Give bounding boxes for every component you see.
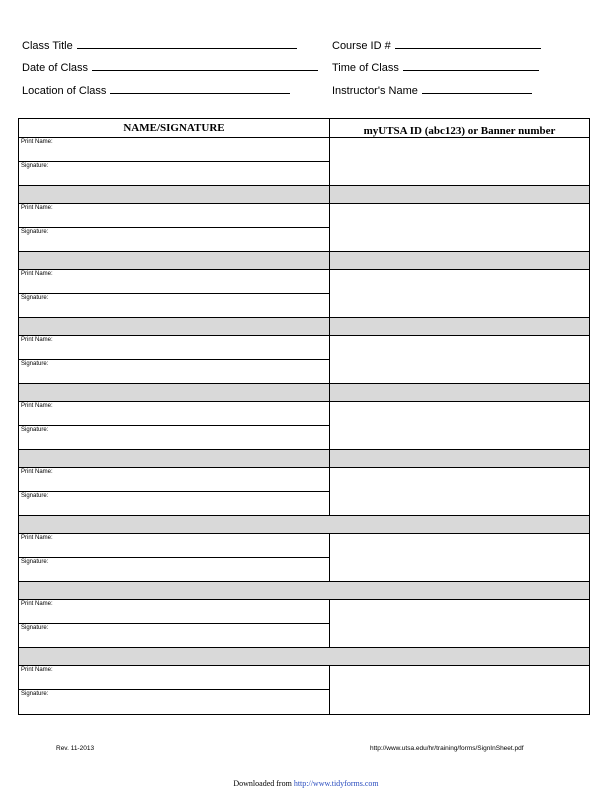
row-separator — [19, 384, 589, 402]
table-row — [19, 204, 589, 252]
row-separator — [19, 582, 589, 600]
signature-label: Signature: — [21, 162, 49, 169]
print-name-field[interactable] — [19, 336, 329, 360]
location-of-class-line[interactable] — [110, 82, 290, 94]
name-signature-cell — [19, 204, 330, 251]
signature-field[interactable] — [19, 426, 329, 449]
signature-label: Signature: — [21, 360, 49, 367]
table-row — [19, 468, 589, 516]
utsa-id-field[interactable] — [330, 534, 589, 581]
signature-field[interactable] — [19, 690, 329, 714]
date-of-class-field[interactable] — [22, 59, 318, 75]
signature-field[interactable] — [19, 558, 329, 581]
print-name-label: Print Name: — [21, 601, 53, 607]
signature-field[interactable] — [19, 162, 329, 185]
name-signature-cell — [19, 468, 330, 515]
table-row — [19, 666, 589, 714]
print-name-field[interactable] — [19, 534, 329, 558]
print-name-field[interactable] — [19, 600, 329, 624]
downloaded-prefix: Downloaded from — [233, 779, 292, 788]
utsa-id-field[interactable] — [330, 666, 589, 714]
utsa-id-field[interactable] — [330, 468, 589, 515]
row-separator — [19, 648, 589, 666]
name-signature-cell — [19, 600, 330, 647]
print-name-label: Print Name: — [21, 271, 53, 277]
table-row — [19, 600, 589, 648]
instructors-name-field[interactable] — [332, 82, 532, 98]
date-of-class-label: Date of Class — [22, 62, 89, 74]
name-signature-cell — [19, 666, 330, 714]
sign-in-table — [18, 118, 590, 715]
signature-field[interactable] — [19, 294, 329, 317]
col-utsa-id: myUTSA ID (abc123) or Banner number — [363, 125, 556, 137]
instructors-name-line[interactable] — [422, 82, 532, 94]
col-name-signature: NAME/SIGNATURE — [19, 119, 330, 137]
signature-label: Signature: — [21, 558, 49, 565]
utsa-id-field[interactable] — [330, 204, 589, 251]
row-separator — [19, 516, 589, 534]
name-signature-cell — [19, 402, 330, 449]
time-of-class-field[interactable] — [332, 59, 539, 75]
print-name-field[interactable] — [19, 270, 329, 294]
class-title-label: Class Title — [22, 40, 73, 52]
downloaded-from — [0, 779, 612, 788]
name-signature-cell — [19, 138, 330, 185]
table-row — [19, 336, 589, 384]
table-header — [19, 119, 589, 138]
print-name-label: Print Name: — [21, 535, 53, 541]
name-signature-cell — [19, 336, 330, 383]
utsa-id-field[interactable] — [330, 138, 589, 185]
time-of-class-label: Time of Class — [332, 62, 399, 74]
print-name-field[interactable] — [19, 666, 329, 690]
print-name-label: Print Name: — [21, 139, 53, 145]
print-name-field[interactable] — [19, 468, 329, 492]
table-row — [19, 138, 589, 186]
signature-field[interactable] — [19, 492, 329, 515]
signature-label: Signature: — [21, 228, 49, 235]
class-title-line[interactable] — [77, 37, 297, 49]
print-name-field[interactable] — [19, 204, 329, 228]
table-row — [19, 402, 589, 450]
course-id-label: Course ID # — [332, 40, 391, 52]
print-name-label: Print Name: — [21, 337, 53, 343]
table-row — [19, 270, 589, 318]
signature-field[interactable] — [19, 624, 329, 647]
utsa-id-field[interactable] — [330, 270, 589, 317]
course-id-line[interactable] — [395, 37, 541, 49]
table-row — [19, 534, 589, 582]
signature-label: Signature: — [21, 294, 49, 301]
row-separator — [19, 318, 589, 336]
class-title-field[interactable] — [22, 37, 297, 53]
print-name-label: Print Name: — [21, 667, 53, 673]
instructors-name-label: Instructor's Name — [332, 85, 418, 97]
date-of-class-line[interactable] — [92, 59, 318, 71]
revision-text: Rev. 11-2013 — [56, 745, 95, 752]
signature-label: Signature: — [21, 691, 49, 697]
print-name-label: Print Name: — [21, 403, 53, 409]
signature-label: Signature: — [21, 426, 49, 433]
downloaded-link[interactable]: http://www.tidyforms.com — [293, 779, 379, 788]
print-name-field[interactable] — [19, 138, 329, 162]
signature-field[interactable] — [19, 228, 329, 251]
row-separator — [19, 252, 589, 270]
signature-label: Signature: — [21, 492, 49, 499]
utsa-id-field[interactable] — [330, 600, 589, 647]
row-separator — [19, 186, 589, 204]
course-id-field[interactable] — [332, 37, 541, 53]
name-signature-cell — [19, 534, 330, 581]
location-of-class-field[interactable] — [22, 82, 290, 98]
utsa-id-field[interactable] — [330, 336, 589, 383]
name-signature-cell — [19, 270, 330, 317]
utsa-id-field[interactable] — [330, 402, 589, 449]
source-url[interactable]: http://www.utsa.edu/hr/training/forms/SignInSheet.pdf — [370, 745, 524, 752]
signature-label: Signature: — [21, 624, 49, 631]
signature-field[interactable] — [19, 360, 329, 383]
location-of-class-label: Location of Class — [22, 85, 107, 97]
time-of-class-line[interactable] — [403, 59, 539, 71]
row-separator — [19, 450, 589, 468]
print-name-label: Print Name: — [21, 205, 53, 211]
print-name-label: Print Name: — [21, 469, 53, 475]
print-name-field[interactable] — [19, 402, 329, 426]
